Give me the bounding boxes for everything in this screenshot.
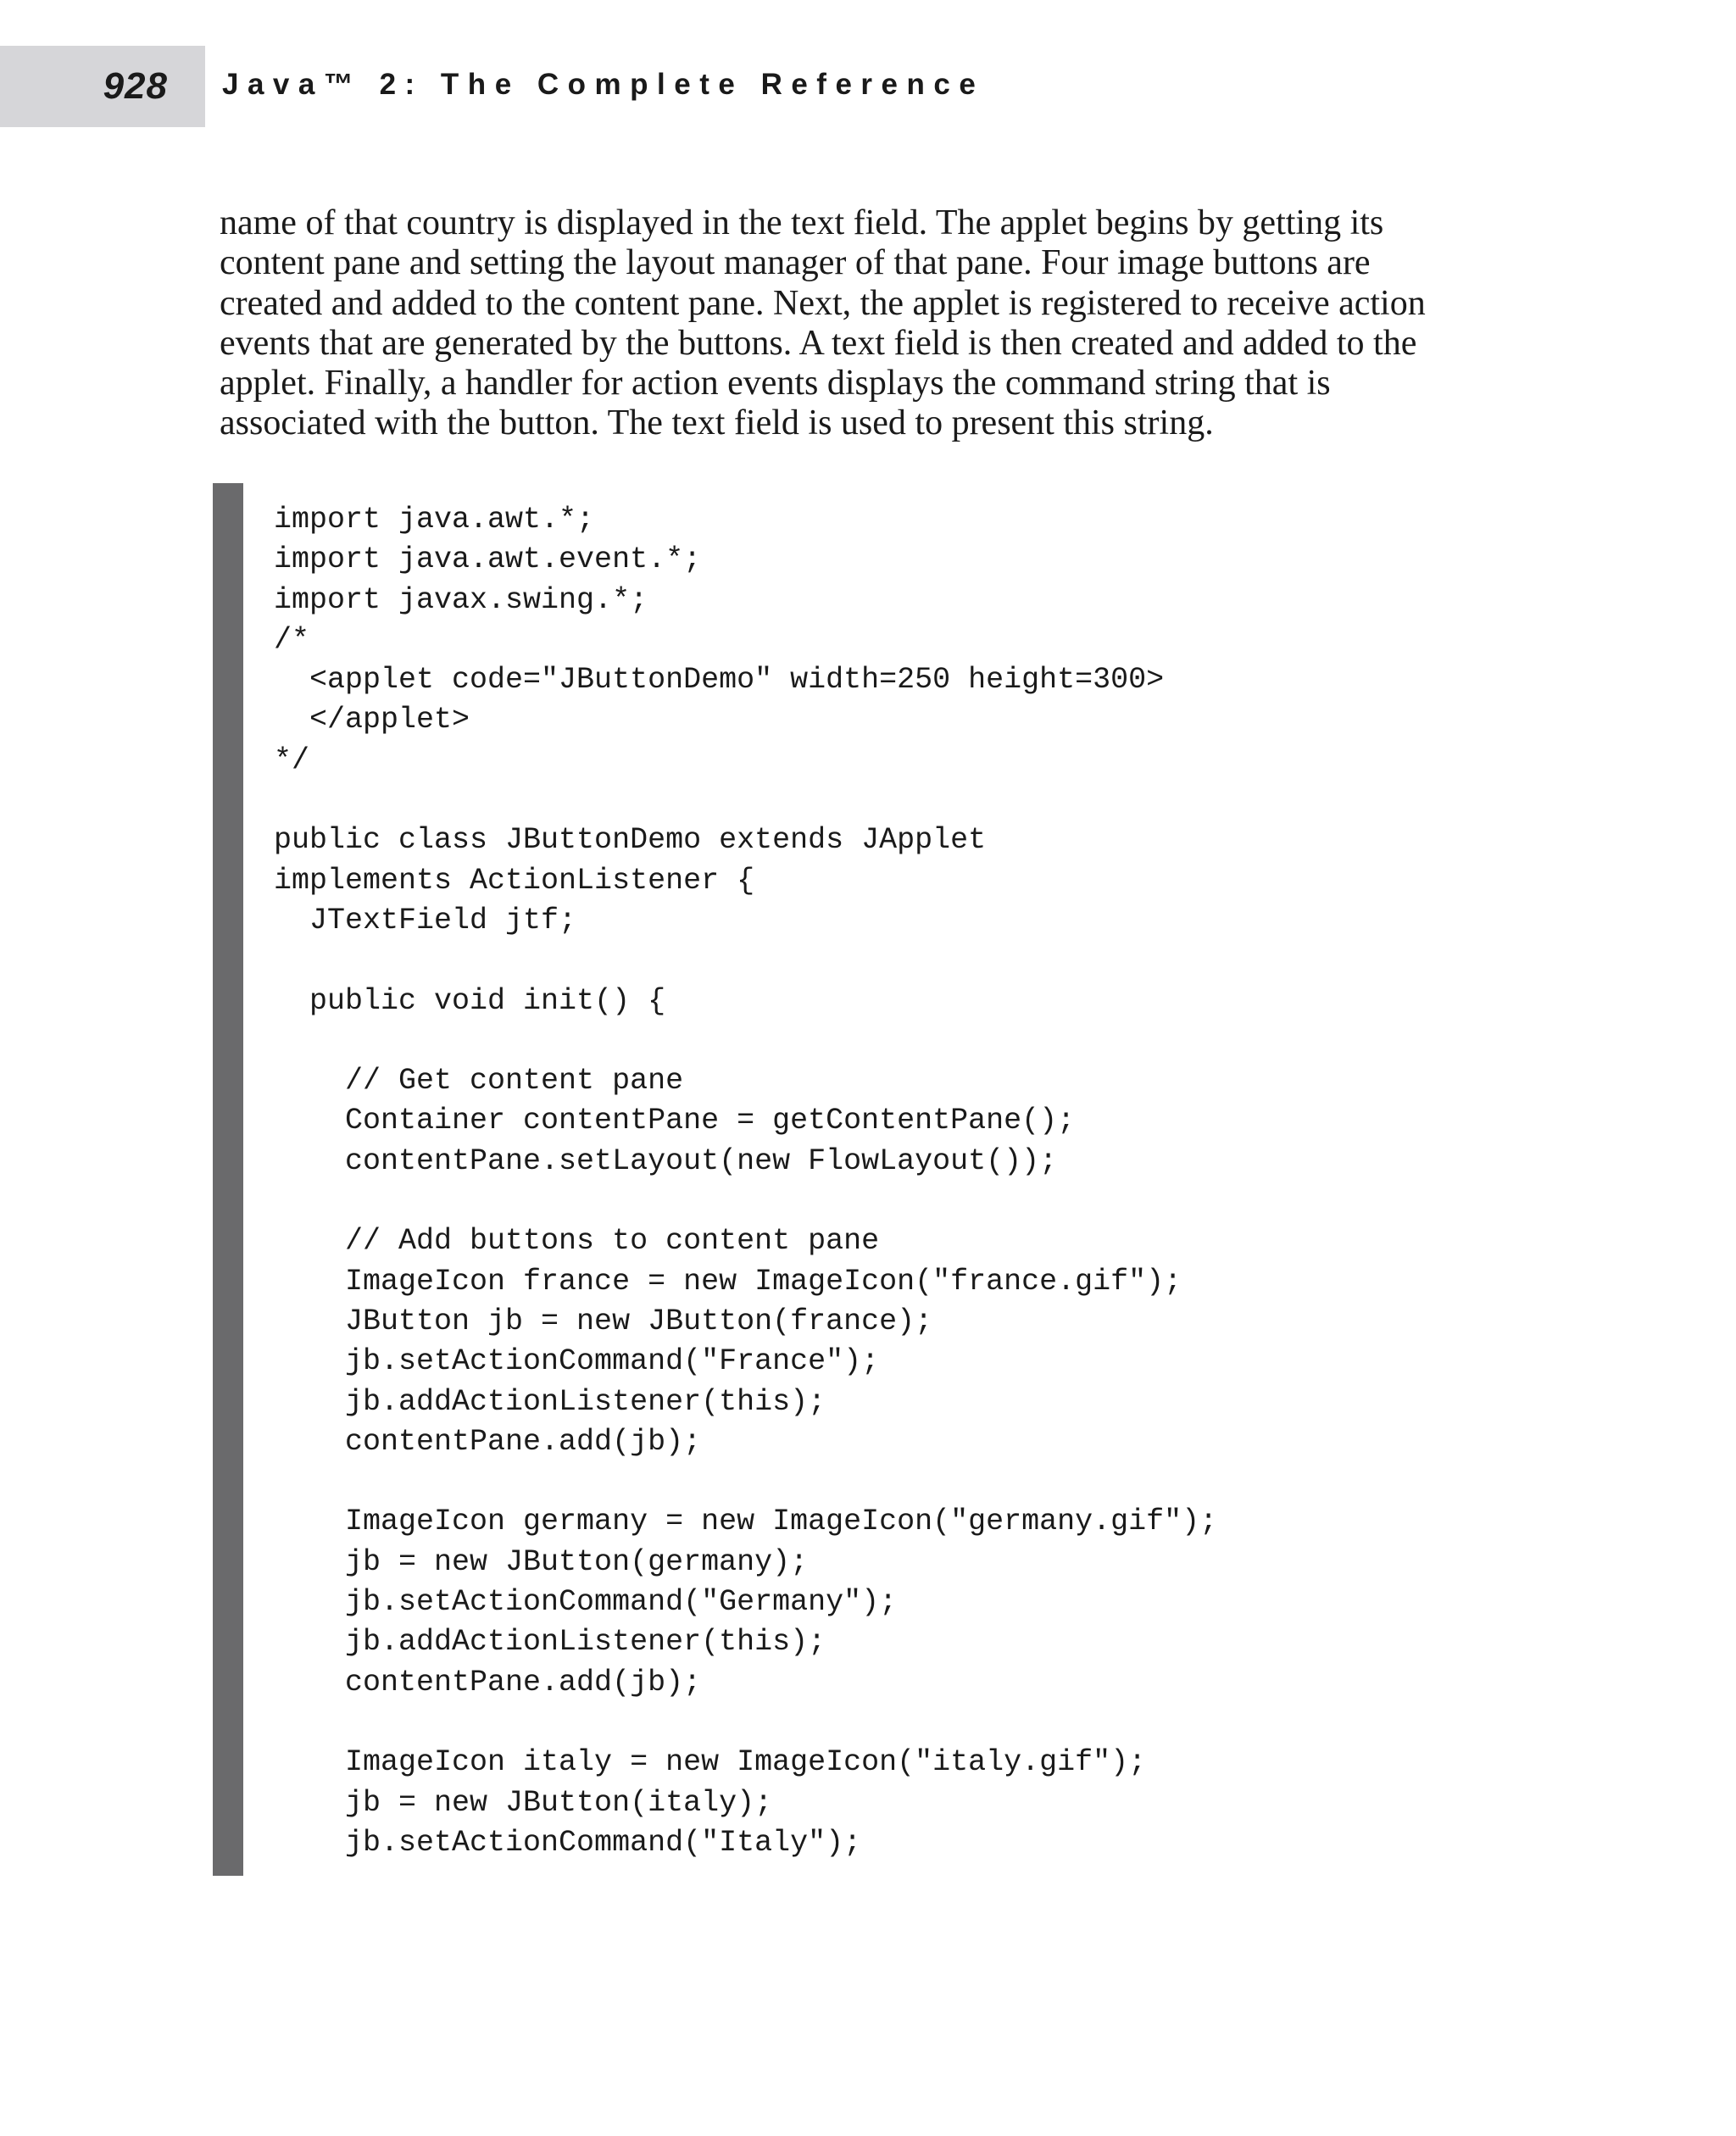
code-line: jb.addActionListener(this); bbox=[274, 1625, 826, 1660]
code-line: jb = new JButton(germany); bbox=[274, 1544, 809, 1579]
code-line: <applet code="JButtonDemo" width=250 height=300> bbox=[274, 663, 1165, 698]
body-line: created and added to the content pane. Next, the applet is registered to receive action bbox=[220, 283, 1426, 323]
body-line: name of that country is displayed in the text field. The applet begins by getting its bbox=[220, 203, 1384, 242]
code-line: import java.awt.event.*; bbox=[274, 542, 702, 577]
code-line: public class JButtonDemo extends JApplet bbox=[274, 823, 987, 858]
code-line bbox=[274, 1182, 1217, 1221]
code-line: contentPane.setLayout(new FlowLayout()); bbox=[274, 1143, 1058, 1178]
code-listing-bar bbox=[213, 483, 243, 1876]
body-line: associated with the button. The text field is used to present this string. bbox=[220, 403, 1214, 443]
code-line bbox=[274, 1021, 1217, 1061]
code-line: // Get content pane bbox=[274, 1064, 684, 1099]
code-line: contentPane.add(jb); bbox=[274, 1665, 702, 1699]
body-paragraph bbox=[220, 203, 1500, 444]
code-line: jb.addActionListener(this); bbox=[274, 1384, 826, 1419]
page-number-tab bbox=[0, 46, 205, 127]
body-line: applet. Finally, a handler for action events displays the command string that is bbox=[220, 364, 1331, 403]
code-line: JTextField jtf; bbox=[274, 903, 577, 937]
code-listing bbox=[213, 483, 1569, 1876]
code-line bbox=[274, 781, 1217, 820]
code-line: jb = new JButton(italy); bbox=[274, 1785, 773, 1820]
running-head: Java™ 2: The Complete Reference bbox=[222, 68, 985, 101]
code-line bbox=[274, 941, 1217, 981]
code-line: jb.setActionCommand("Germany"); bbox=[274, 1585, 898, 1620]
code-lines bbox=[274, 500, 1217, 1863]
body-line: events that are generated by the buttons. A text field is then created and added to the bbox=[220, 323, 1417, 363]
code-line: public void init() { bbox=[274, 983, 666, 1018]
code-line: Container contentPane = getContentPane(); bbox=[274, 1104, 1076, 1138]
code-line: JButton jb = new JButton(france); bbox=[274, 1304, 933, 1338]
code-line: */ bbox=[274, 743, 310, 777]
code-line: ImageIcon germany = new ImageIcon("germany.gif"); bbox=[274, 1505, 1218, 1539]
code-line bbox=[274, 1703, 1217, 1743]
code-line: /* bbox=[274, 622, 310, 657]
code-line: implements ActionListener { bbox=[274, 863, 755, 898]
code-line: jb.setActionCommand("Italy"); bbox=[274, 1825, 862, 1860]
body-line: content pane and setting the layout manager of that pane. Four image buttons are bbox=[220, 243, 1371, 283]
code-line: import javax.swing.*; bbox=[274, 582, 648, 617]
code-line: import java.awt.*; bbox=[274, 503, 595, 537]
code-line: </applet> bbox=[274, 703, 470, 737]
code-line: contentPane.add(jb); bbox=[274, 1424, 702, 1459]
code-line: // Add buttons to content pane bbox=[274, 1224, 880, 1259]
code-line: ImageIcon italy = new ImageIcon("italy.gif"); bbox=[274, 1745, 1147, 1780]
code-line: ImageIcon france = new ImageIcon("france.gif"); bbox=[274, 1264, 1182, 1299]
code-line bbox=[274, 1462, 1217, 1502]
code-line: jb.setActionCommand("France"); bbox=[274, 1344, 880, 1379]
page-number: 928 bbox=[103, 65, 168, 107]
